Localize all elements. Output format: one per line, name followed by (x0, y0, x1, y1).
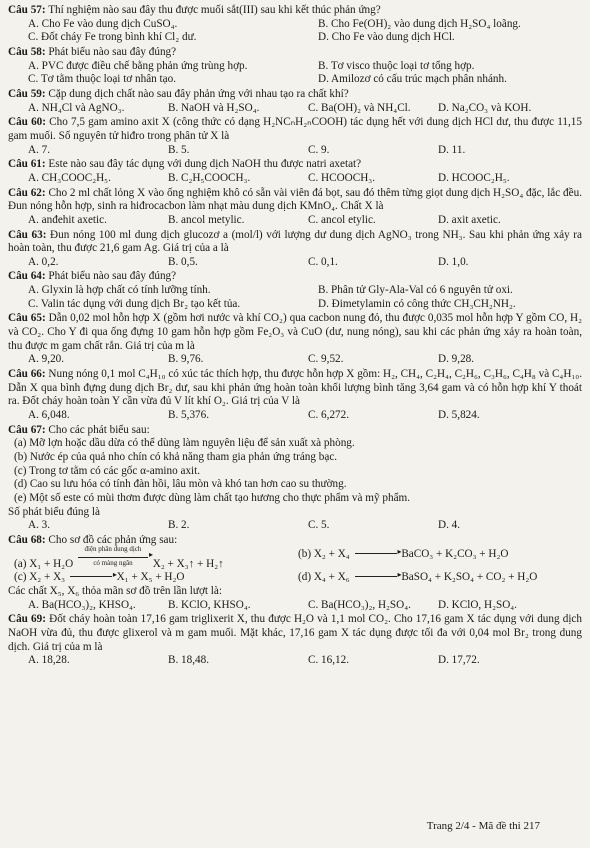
answer-option[interactable]: D. Đimetylamin có công thức CH₃CH₂NH₂. (318, 297, 516, 310)
answer-option[interactable]: A. 3. (28, 519, 51, 532)
answer-option[interactable]: C. Ba(HCO₃)₂, H₂SO₄. (308, 598, 411, 611)
answer-option[interactable]: D. Amilozơ có cấu trúc mạch phân nhánh. (318, 73, 507, 86)
answer-option[interactable]: D. 11. (438, 143, 466, 156)
page-footer: Trang 2/4 - Mã đề thi 217 (426, 820, 540, 832)
answer-option[interactable]: D. Na₂CO₃ và KOH. (438, 101, 532, 114)
question (8, 270, 582, 311)
question (8, 116, 582, 157)
equation-c: (c) X₂ + X₃ ▸ X₁ + X₅ + H₂O (14, 571, 298, 585)
arrow-icon (78, 557, 148, 558)
answer-option[interactable]: B. 5,376. (168, 409, 210, 422)
answer-option[interactable]: B. ancol metylic. (168, 213, 245, 226)
answer-options (8, 409, 582, 423)
answer-option[interactable]: A. PVC được điều chế bằng phản ứng trùng hợp. (28, 59, 248, 72)
question (8, 424, 582, 533)
answer-options (8, 214, 582, 228)
answer-option[interactable]: D. KClO, H₂SO₄. (438, 598, 517, 611)
arrow-icon (355, 576, 397, 577)
answer-option[interactable]: C. 16,12. (308, 654, 350, 667)
equation-a: (a) X₁ + H₂O điện phân dung dịch ▸ có màng ngăn X₂ + X₃↑ + H₂↑ (14, 548, 298, 572)
answer-option[interactable]: A. CH₃COOC₂H₅. (28, 171, 111, 184)
answer-option[interactable]: B. KClO, KHSO₄. (168, 598, 251, 611)
answer-option[interactable]: A. Glyxin là hợp chất có tính lưỡng tính. (28, 284, 211, 297)
answer-option[interactable]: A. Cho Fe vào dung dịch CuSO₄. (28, 17, 178, 30)
answer-option[interactable]: A. 0,2. (28, 255, 59, 268)
question-stem: Câu 69: Đốt cháy hoàn toàn 17,16 gam triglixerit X, thu được H₂O và 1,1 mol CO₂. Cho 17,16 gam X tác dụng với dung dịch NaOH vừa đủ, thu được glixerol và m gam muối. Mặt khác, 17,16 gam X tác dụng được tối đa với 0,04 mol Br₂ trong dung dịch. Giá trị của m là (8, 613, 582, 653)
question-stem: Câu 68: Cho sơ đồ các phản ứng sau: (8, 533, 178, 546)
question-stem: Câu 67: Cho các phát biểu sau: (8, 423, 150, 436)
answer-option[interactable]: D. 1,0. (438, 255, 469, 268)
question-tail: Số phát biểu đúng là (8, 505, 100, 518)
answer-option[interactable]: B. C₂H₅COOCH₃. (168, 171, 251, 184)
answer-option[interactable]: C. HCOOCH₃. (308, 171, 375, 184)
statement: (c) Trong tơ tằm có các gốc α-amino axit. (14, 464, 201, 477)
answer-option[interactable]: C. 9. (308, 143, 330, 156)
answer-option[interactable]: B. 9,76. (168, 353, 204, 366)
question-69 (8, 613, 582, 668)
equation-d: (d) X₄ + X₆ ▸ BaSO₄ + K₂SO₄ + CO₂ + H₂O (298, 571, 582, 585)
answer-option[interactable]: C. 0,1. (308, 255, 338, 268)
answer-option[interactable]: B. NaOH và H₂SO₄. (168, 101, 260, 114)
answer-option[interactable]: D. HCOOC₂H₅. (438, 171, 510, 184)
answer-options (8, 654, 582, 668)
answer-options (8, 144, 582, 158)
answer-options (8, 599, 582, 613)
answer-option[interactable]: D. axit axetic. (438, 213, 501, 226)
question-stem: Câu 66: Nung nóng 0,1 mol C₄H₁₀ có xúc tác thích hợp, thu được hỗn hợp X gồm: H₂, CH₄, C₂H₄, C₂H₆, C₃H₆, C₄H₈ và C₄H₁₀. Dẫn X qua bình đựng dung dịch Br₂ dư, sau khi phản ứng hoàn toàn khối lượng bình tăng 3,64 gam và có hỗn hợp khí Y thoát ra. Đốt cháy hoàn toàn Y cần vừa đủ V lít khí O₂. Giá trị của V là (8, 368, 583, 408)
answer-option[interactable]: A. NH₄Cl và AgNO₃. (28, 101, 125, 114)
answer-option[interactable]: B. 18,48. (168, 654, 210, 667)
question-68 (8, 534, 582, 612)
question (8, 229, 582, 270)
answer-option[interactable]: C. Valin tác dụng với dung dịch Br₂ tạo kết tủa. (28, 297, 241, 310)
question-stem: Câu 62: Cho 2 ml chất lỏng X vào ống nghiệm khô có sẵn vài viên đá bọt, sau đó thêm từng giọt dung dịch H₂SO₄ đặc, lắc đều. Đun nóng hỗn hợp, sinh ra hiđrocacbon làm nhạt màu dung dịch KMnO₄. Chất X là (8, 186, 582, 213)
answer-options (8, 256, 582, 270)
answer-option[interactable]: C. 9,52. (308, 353, 344, 366)
question-stem: Câu 60: Cho 7,5 gam amino axit X (công thức có dạng H₂NCₙH₂ₙCOOH) tác dụng hết với dung dịch HCl dư, thu được 11,15 gam muối. Số nguyên tử hiđro trong phân tử X là (8, 116, 582, 142)
answer-option[interactable]: A. 18,28. (28, 654, 70, 667)
question-stem: Câu 59: Cặp dung dịch chất nào sau đây phản ứng với nhau tạo ra chất khí? (8, 87, 349, 100)
question (8, 187, 582, 228)
question (8, 368, 582, 423)
question (8, 46, 582, 87)
answer-option[interactable]: D. 5,824. (438, 409, 480, 422)
question-stem: Câu 63: Đun nóng 100 ml dung dịch glucozơ a (mol/l) với lượng dư dung dịch AgNO₃ trong NH₃. Sau khi phản ứng xảy ra hoàn toàn, thu được 21,6 gam Ag. Giá trị của a là (8, 228, 582, 255)
answer-option[interactable]: C. Ba(OH)₂ và NH₄Cl. (308, 101, 411, 114)
question-stem: Câu 58: Phát biểu nào sau đây đúng? (8, 45, 177, 58)
arrow-icon (70, 576, 112, 577)
question-tail: Các chất X₅, X₆ thỏa mãn sơ đồ trên lần lượt là: (8, 584, 222, 597)
electrolysis-arrow: điện phân dung dịch ▸ có màng ngăn (76, 546, 150, 567)
answer-options (8, 60, 582, 87)
answer-option[interactable]: A. 6,048. (28, 409, 70, 422)
question-stem: Câu 64: Phát biểu nào sau đây đúng? (8, 270, 177, 283)
statement: (e) Một số este có mùi thơm được dùng làm chất tạo hương cho thực phẩm và mỹ phẩm. (14, 491, 411, 504)
statement: (a) Mỡ lợn hoặc dầu dừa có thể dùng làm nguyên liệu để sản xuất xà phòng. (14, 437, 355, 450)
answer-option[interactable]: A. anđehit axetic. (28, 213, 107, 226)
answer-options (8, 18, 582, 45)
answer-option[interactable]: B. 5. (168, 143, 190, 156)
answer-options (8, 284, 582, 311)
answer-option[interactable]: A. 9,20. (28, 353, 65, 366)
answer-option[interactable]: D. Cho Fe vào dung dịch HCl. (318, 31, 455, 44)
answer-option[interactable]: C. 6,272. (308, 409, 350, 422)
answer-option[interactable]: B. Phân tử Gly-Ala-Val có 6 nguyên tử oxi. (318, 284, 513, 297)
arrow-icon (355, 553, 397, 554)
answer-option[interactable]: D. 4. (438, 519, 461, 532)
answer-option[interactable]: C. Tơ tằm thuộc loại tơ nhân tạo. (28, 73, 177, 86)
answer-option[interactable]: C. 5. (308, 519, 330, 532)
statement: (d) Cao su lưu hóa có tính đàn hồi, lâu mòn và khó tan hơn cao su thường. (14, 478, 347, 491)
reaction-scheme (8, 544, 582, 585)
answer-options (8, 353, 582, 367)
answer-option[interactable]: D. 9,28. (438, 353, 475, 366)
question (8, 158, 582, 185)
question (8, 312, 582, 367)
answer-option[interactable]: C. ancol etylic. (308, 213, 376, 226)
answer-options (8, 102, 582, 116)
answer-option[interactable]: C. Đốt cháy Fe trong bình khí Cl₂ dư. (28, 31, 197, 44)
answer-option[interactable]: B. Cho Fe(OH)₂ vào dung dịch H₂SO₄ loãng. (318, 17, 521, 30)
answer-option[interactable]: B. 2. (168, 519, 190, 532)
question-stem: Câu 61: Este nào sau đây tác dụng với dung dịch NaOH thu được natri axetat? (8, 158, 362, 171)
question (8, 88, 582, 115)
question (8, 4, 582, 45)
answer-options (8, 519, 582, 533)
answer-option[interactable]: A. Ba(HCO₃)₂, KHSO₄. (28, 598, 136, 611)
question-stem: Câu 57: Thí nghiệm nào sau đây thu được muối sắt(III) sau khi kết thúc phản ứng? (8, 4, 381, 16)
question-stem: Câu 65: Dẫn 0,02 mol hỗn hợp X (gồm hơi nước và khí CO₂) qua cacbon nung đỏ, thu được 0,035 mol hỗn hợp Y gồm CO, H₂ và CO₂. Cho Y đi qua ống đựng 10 gam hỗn hợp gồm Fe₂O₃ và CuO (dư, nung nóng), sau khi các phản ứng xảy ra hoàn toàn, thu được m gam chất rắn. Giá trị của m là (8, 312, 582, 352)
answer-option[interactable]: B. Tơ visco thuộc loại tơ tổng hợp. (318, 59, 475, 72)
answer-options (8, 172, 582, 186)
statement: (b) Nước ép của quả nho chín có khả năng tham gia phản ứng tráng bạc. (14, 451, 338, 463)
question-list (8, 4, 582, 533)
answer-option[interactable]: B. 0,5. (168, 255, 198, 268)
answer-option[interactable]: D. 17,72. (438, 654, 480, 667)
equation-b: (b) X₂ + X₄ ▸ BaCO₃ + K₂CO₃ + H₂O (298, 548, 582, 572)
answer-option[interactable]: A. 7. (28, 143, 51, 156)
